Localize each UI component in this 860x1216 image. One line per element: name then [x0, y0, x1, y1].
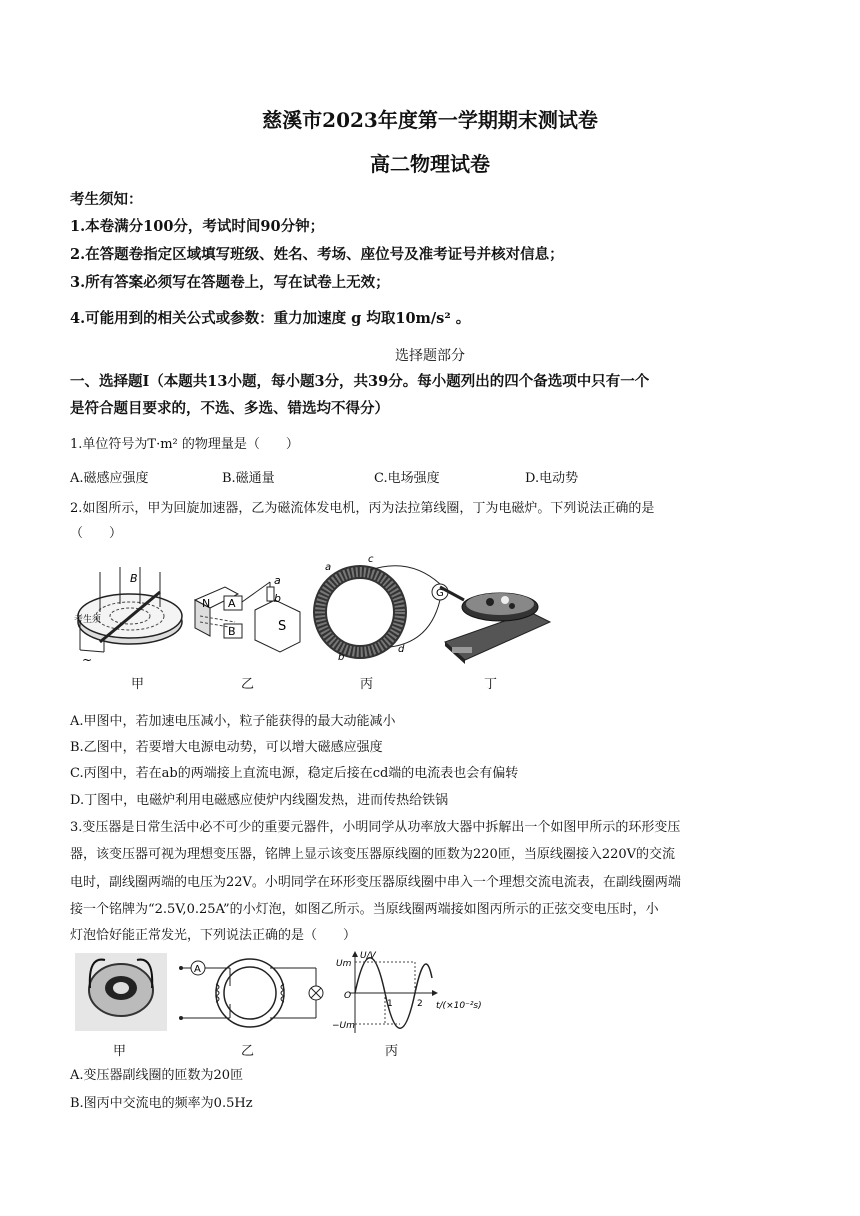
x-axis-label: t/(×10⁻²s): [436, 1001, 482, 1011]
q1-option-b: B.磁通量: [222, 471, 275, 486]
exit-label: 考生须: [74, 615, 102, 625]
question-2-stem: 2.如图所示，甲为回旋加速器，乙为磁流体发电机，丙为法拉第线圈，丁为电磁炉。下列说法正确的是: [70, 501, 655, 516]
q1-option-c: C.电场强度: [374, 471, 440, 486]
q3-caption-bing: 丙: [385, 1044, 399, 1059]
exam-title: 慈溪市2023年度第一学期期末测试卷: [262, 108, 598, 132]
galvanometer-label: G: [436, 588, 444, 599]
um-positive-label: Um: [336, 959, 352, 969]
question-3-stem: 电时，副线圈两端的电压为22V。小明同学在环形变压器原线圈中串入一个理想交流电流表，在副线圈两端: [70, 875, 681, 890]
cyclotron-diagram: [74, 567, 182, 667]
sine-voltage-graph: [332, 951, 482, 1033]
q2-option-c: C.丙图中，若在ab的两端接上直流电源，稳定后接在cd端的电流表也会有偏转: [70, 766, 519, 781]
section-intro: 一、选择题Ⅰ（本题共13小题，每小题3分，共39分。每小题列出的四个备选项中只有一个: [70, 373, 650, 390]
exam-subtitle: 高二物理试卷: [370, 152, 490, 176]
q3-figure: [70, 948, 490, 1038]
q3-option-a: A.变压器副线圈的匝数为20匝: [70, 1068, 244, 1083]
q2-figure: [60, 552, 560, 677]
figure-caption-jia: 甲: [131, 677, 145, 692]
ammeter-label: A: [194, 964, 201, 975]
q3-caption-yi: 乙: [241, 1044, 255, 1059]
terminal-a-label: a: [274, 574, 281, 587]
notice-item: 4.可能用到的相关公式或参数：重力加速度 g 均取10m/s² 。: [70, 310, 471, 327]
question-3-stem: 3.变压器是日常生活中必不可少的重要元器件，小明同学从功率放大器中拆解出一个如图甲所示的环形变压: [70, 820, 681, 835]
q1-option-a: A.磁感应强度: [70, 471, 149, 486]
induction-cooker-diagram: [440, 587, 550, 664]
coil-c-label: c: [368, 554, 374, 565]
question-3-stem: 接一个铭牌为“2.5V,0.25A”的小灯泡，如图乙所示。当原线圈两端接如图丙所示的正弦交变电压时，小: [70, 902, 659, 917]
q3-option-b: B.图丙中交流电的频率为0.5Hz: [70, 1096, 253, 1111]
faraday-coil-diagram: [320, 554, 448, 663]
n-pole-label: N: [202, 597, 211, 610]
b-plate-label: B: [228, 625, 236, 638]
coil-d-label: d: [398, 644, 405, 655]
section-intro: 是符合题目要求的，不选、多选、错选均不得分）: [70, 400, 389, 417]
a-plate-label: A: [228, 597, 236, 610]
ac-source-label: ~: [82, 653, 93, 667]
tick-1-label: 1: [387, 999, 393, 1009]
notice-item: 1.本卷满分100分，考试时间90分钟；: [70, 218, 325, 235]
terminal-b-label: b: [274, 592, 281, 605]
q2-option-a: A.甲图中，若加速电压减小，粒子能获得的最大动能减小: [70, 714, 396, 729]
coil-a-label: a: [325, 562, 332, 573]
q2-option-b: B.乙图中，若要增大电源电动势，可以增大磁感应强度: [70, 740, 383, 755]
toroidal-transformer-photo: [75, 953, 167, 1031]
tick-2-label: 2: [417, 999, 423, 1009]
um-negative-label: −Um: [332, 1021, 355, 1031]
question-2-stem: （ ）: [70, 526, 123, 541]
question-1-stem: 1.单位符号为T·m² 的物理量是（ ）: [70, 437, 299, 452]
y-axis-label: U/V: [360, 951, 376, 961]
figure-caption-yi: 乙: [241, 677, 255, 692]
origin-label: O: [344, 991, 352, 1001]
notice-item: 3.所有答案必须写在答题卷上，写在试卷上无效；: [70, 274, 390, 291]
mhd-generator-diagram: [195, 574, 300, 652]
q3-caption-jia: 甲: [113, 1044, 127, 1059]
coil-b-label: b: [338, 652, 345, 663]
notice-item: 2.在答题卷指定区域填写班级、姓名、考场、座位号及准考证号并核对信息；: [70, 246, 564, 263]
b-field-label: B: [130, 572, 138, 585]
transformer-circuit: [179, 959, 323, 1027]
q1-option-d: D.电动势: [525, 471, 579, 486]
question-3-stem: 器，该变压器可视为理想变压器，铭牌上显示该变压器原线圈的匝数为220匝，当原线圈接入220V的交流: [70, 847, 676, 862]
question-3-stem: 灯泡恰好能正常发光，下列说法正确的是（ ）: [70, 928, 357, 943]
section-heading: 选择题部分: [395, 348, 465, 364]
q2-option-d: D.丁图中，电磁炉利用电磁感应使炉内线圈发热，进而传热给铁锅: [70, 793, 449, 808]
notice-heading: 考生须知：: [70, 191, 143, 208]
figure-caption-bing: 丙: [360, 677, 374, 692]
figure-caption-ding: 丁: [484, 677, 498, 692]
s-pole-label: S: [278, 619, 287, 634]
